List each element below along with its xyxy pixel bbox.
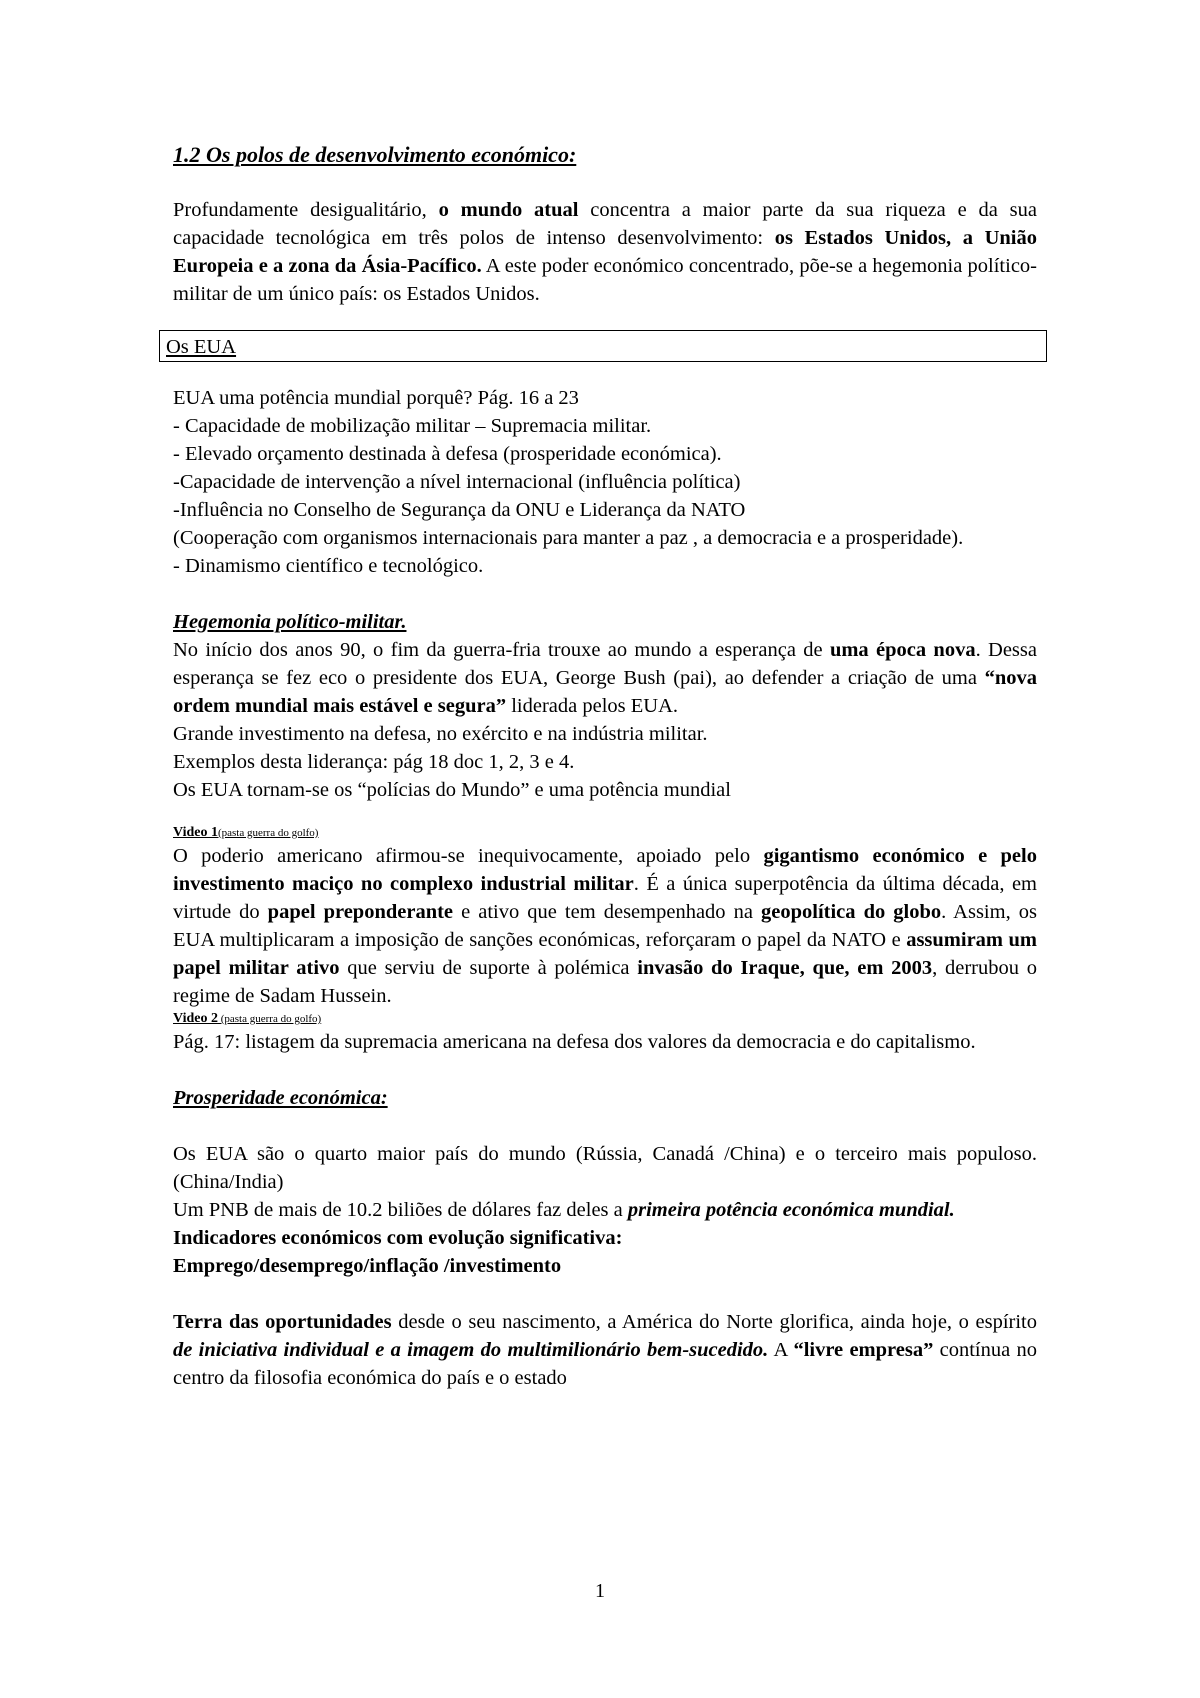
eua-list-item: - Dinamismo científico e tecnológico. — [173, 555, 484, 577]
poderio-paragraph — [173, 842, 1037, 1010]
intro-bold-2: os Estados Unidos, a União Europeia e a zona da Ásia-Pacífico. — [173, 227, 1037, 277]
hegemonia-paragraph — [173, 636, 1037, 720]
terra-bold-italic: de iniciativa individual e a imagem do multimilionário bem-sucedido. — [173, 1339, 769, 1361]
prosperidade-indicators: Emprego/desemprego/inflação /investimento — [173, 1255, 562, 1277]
eua-question: EUA uma potência mundial porquê? Pág. 16 a 23 — [173, 387, 579, 409]
hegemonia-text-3: liderada pelos EUA. — [506, 695, 679, 717]
terra-text-3: contínua no centro da filosofia económica do país e o estado — [173, 1339, 1038, 1389]
intro-text-2: concentra a maior parte da sua riqueza e da sua capacidade tecnológica em três polos de intenso desenvolvimento: — [173, 199, 1037, 249]
eua-list-item: - Capacidade de mobilização militar – Supremacia militar. — [173, 415, 652, 437]
eua-section-box — [159, 330, 1047, 362]
video-2-title: Video 2 — [173, 1011, 218, 1026]
terra-text-1: desde o seu nascimento, a América do Norte glorifica, ainda hoje, o espírito — [391, 1311, 1037, 1333]
hegemonia-heading: Hegemonia político-militar. — [173, 611, 407, 633]
prosperidade-bold-1: Indicadores económicos com evolução significativa: — [173, 1227, 623, 1249]
prosperidade-heading: Prosperidade económica: — [173, 1087, 388, 1109]
eua-list-item: - Elevado orçamento destinada à defesa (prosperidade económica). — [173, 443, 722, 465]
intro-bold-1: o mundo atual — [438, 199, 579, 221]
hegemonia-line: Os EUA tornam-se os “polícias do Mundo” e uma potência mundial — [173, 779, 731, 801]
intro-text-1: Profundamente desigualitário, — [173, 199, 439, 221]
pag17-paragraph: Pág. 17: listagem da supremacia americana na defesa dos valores da democracia e do capitalismo. — [173, 1031, 976, 1053]
video-1-note: (pasta guerra do golfo) — [217, 827, 319, 839]
intro-text-3: A este poder económico concentrado, põe-se a hegemonia político-militar de um único país: os Estados Unidos. — [173, 255, 1037, 305]
terra-bold-2: “livre empresa” — [793, 1339, 934, 1361]
eua-list-item: -Influência no Conselho de Segurança da ONU e Liderança da NATO — [173, 499, 746, 521]
video-1-title: Video 1 — [173, 825, 218, 840]
prosperidade-bold-italic: primeira potência económica mundial. — [627, 1199, 955, 1221]
section-title: 1.2 Os polos de desenvolvimento económico: — [173, 142, 577, 167]
poderio-text-6: , derrubou o regime de Sadam Hussein. — [173, 957, 1037, 1007]
terra-bold-1: Terra das oportunidades — [173, 1311, 392, 1333]
poderio-text-1: O poderio americano afirmou-se inequivocamente, apoiado pelo — [173, 845, 764, 867]
video-2-note: (pasta guerra do golfo) — [217, 1013, 322, 1025]
prosperidade-paragraph-2 — [173, 1196, 1037, 1252]
video-2-label — [173, 1010, 1037, 1028]
prosperidade-text-1: Um PNB de mais de 10.2 biliões de dólares faz deles a — [173, 1199, 628, 1221]
eua-box-label: Os EUA — [166, 336, 237, 358]
prosperidade-paragraph-1: Os EUA são o quarto maior país do mundo (Rússia, Canadá /China) e o terceiro mais populoso. (China/India) — [173, 1143, 1037, 1193]
hegemonia-line: Exemplos desta liderança: pág 18 doc 1, 2, 3 e 4. — [173, 751, 575, 773]
intro-paragraph — [173, 196, 1037, 308]
poderio-text-2: . É a única superpotência da última década, em virtude do — [173, 873, 1037, 923]
poderio-bold-4: assumiram um papel militar ativo — [173, 929, 1037, 979]
terra-text-2: A — [768, 1339, 794, 1361]
hegemonia-text-1: No início dos anos 90, o fim da guerra-fria trouxe ao mundo a esperança de — [173, 639, 830, 661]
hegemonia-bold-2: “nova ordem mundial mais estável e segura” — [173, 667, 1037, 717]
terra-paragraph — [173, 1308, 1037, 1392]
eua-list-item: -Capacidade de intervenção a nível internacional (influência política) — [173, 471, 741, 493]
hegemonia-bold-1: uma época nova — [829, 639, 976, 661]
hegemonia-text-2: . Dessa esperança se fez eco o presidente dos EUA, George Bush (pai), ao defender a criação de uma — [173, 639, 1037, 689]
poderio-text-3: e ativo que tem desempenhado na — [453, 901, 761, 923]
poderio-bold-3: geopolítica do globo — [761, 901, 942, 923]
video-1-label — [173, 824, 1037, 842]
poderio-bold-2: papel preponderante — [267, 901, 454, 923]
eua-list-item: (Cooperação com organismos internacionais para manter a paz , a democracia e a prosperidade). — [173, 527, 964, 549]
poderio-text-4: . Assim, os EUA multiplicaram a imposição de sanções económicas, reforçaram o papel da NATO e — [173, 901, 1037, 951]
page-number: 1 — [595, 1580, 605, 1602]
poderio-bold-5: invasão do Iraque, que, em 2003 — [637, 957, 933, 979]
poderio-bold-1: gigantismo económico e pelo investimento maciço no complexo industrial militar — [173, 845, 1037, 895]
document-page — [166, 140, 1038, 1392]
poderio-text-5: que serviu de suporte à polémica — [339, 957, 638, 979]
hegemonia-line: Grande investimento na defesa, no exército e na indústria militar. — [173, 723, 708, 745]
